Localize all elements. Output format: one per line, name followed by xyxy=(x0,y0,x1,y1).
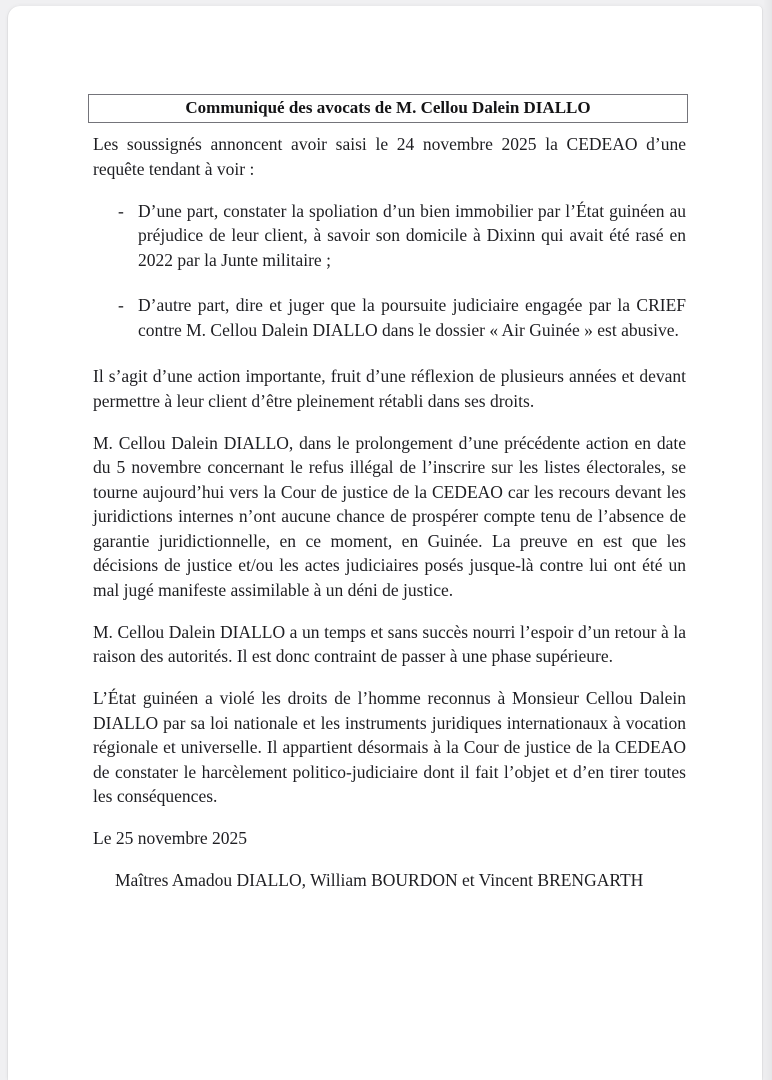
paragraph: M. Cellou Dalein DIALLO, dans le prolongement d’une précédente action en date du 5 novembre concernant le refus illégal de l’inscrire sur les listes électorales, se tourne aujourd’hui vers la Cour de justice de la CEDEAO car les recours devant les juridictions internes n’ont aucune chance de prospérer compte tenu de l’absence de garantie juridictionnelle, en ce moment, en Guinée. La preuve en est que les décisions de justice et/ou les actes judiciaires posés jusque-là contre lui ont été un mal jugé manifeste assimilable à un déni de justice. xyxy=(93,432,686,600)
bullet-text: D’une part, constater la spoliation d’un bien immobilier par l’État guinéen au préjudice de leur client, à savoir son domicile à Dixinn qui avait été rasé en 2022 par la Junte militaire ; xyxy=(138,200,686,270)
document-body xyxy=(93,6,686,910)
bullet-list xyxy=(93,199,686,343)
bullet-text: D’autre part, dire et juger que la poursuite judiciaire engagée par la CRIEF contre M. Cellou Dalein DIALLO dans le dossier « Air Guinée » est abusive. xyxy=(138,295,686,340)
date-line: Le 25 novembre 2025 xyxy=(93,828,248,848)
page-edge-shadow xyxy=(763,0,772,1080)
bullet-dash-marker: - xyxy=(118,295,124,315)
document-page xyxy=(8,6,762,1080)
paragraph: L’État guinéen a violé les droits de l’homme reconnus à Monsieur Cellou Dalein DIALLO par sa loi nationale et les instruments juridiques internationaux à vocation régionale et universelle. Il appartient désormais à la Cour de justice de la CEDEAO de constater le harcèlement politico-judiciaire dont il fait l’objet et d’en tirer toutes les conséquences. xyxy=(93,688,686,806)
document-title: Communiqué des avocats de M. Cellou Dalein DIALLO xyxy=(88,94,688,123)
intro-paragraph: Les soussignés annoncent avoir saisi le 24 novembre 2025 la CEDEAO d’une requête tendant à voir : xyxy=(93,134,686,179)
list-item xyxy=(93,293,686,342)
list-item xyxy=(93,199,686,273)
paragraph: Il s’agit d’une action importante, fruit d’une réflexion de plusieurs années et devant permettre à leur client d’être pleinement rétabli dans ses droits. xyxy=(93,366,686,411)
signature-line: Maîtres Amadou DIALLO, William BOURDON et Vincent BRENGARTH xyxy=(115,870,644,890)
bullet-dash-marker: - xyxy=(118,200,124,221)
paragraph: M. Cellou Dalein DIALLO a un temps et sans succès nourri l’espoir d’un retour à la raison des autorités. Il est donc contraint de passer à une phase supérieure. xyxy=(93,621,686,666)
